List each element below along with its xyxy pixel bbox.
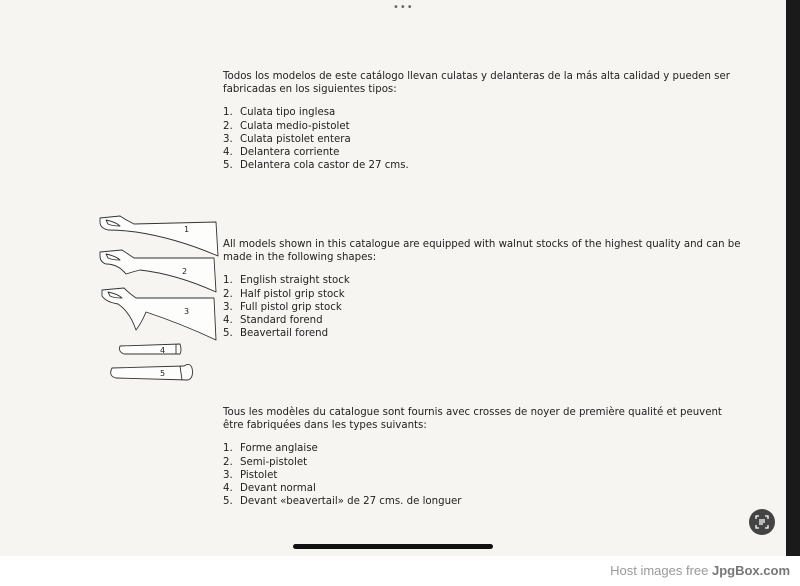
list-item: 3. Pistolet xyxy=(223,469,278,481)
more-options-icon[interactable]: ••• xyxy=(393,2,414,13)
stock-shapes-illustration xyxy=(96,208,226,388)
text-scan-icon xyxy=(755,515,769,529)
standard-forend-drawing xyxy=(120,344,182,354)
footer-credit[interactable]: Host images free JpgBox.com xyxy=(610,563,790,578)
shape-label-3: 3 xyxy=(184,307,190,316)
list-item: 4. Devant normal xyxy=(223,483,316,495)
list-item: 4. Standard forend xyxy=(223,315,323,327)
french-list xyxy=(223,442,743,508)
list-item: 4. Delantera corriente xyxy=(223,147,340,159)
list-item: 2. Culata medio-pistolet xyxy=(223,120,350,132)
english-section xyxy=(223,238,743,340)
spanish-section xyxy=(223,70,743,172)
list-item: 2. Semi-pistolet xyxy=(223,456,308,468)
french-intro: Tous les modèles du catalogue sont fournis avec crosses de noyer de première qualité et peuvent être fabriquées dans les types suivants: xyxy=(223,407,722,432)
list-item: 2. Half pistol grip stock xyxy=(223,288,345,300)
spanish-intro: Todos los modelos de este catálogo llevan culatas y delanteras de la más alta calidad y pueden ser fabricadas en los siguientes tipos: xyxy=(223,71,730,96)
english-list xyxy=(223,274,743,340)
list-item: 5. Delantera cola castor de 27 cms. xyxy=(223,160,409,172)
list-item: 1. Forme anglaise xyxy=(223,443,318,455)
list-item: 3. Culata pistolet entera xyxy=(223,133,351,145)
shape-label-1: 1 xyxy=(184,225,190,234)
shape-label-4: 4 xyxy=(160,346,166,355)
half-pistol-stock-drawing xyxy=(100,250,216,292)
shape-label-2: 2 xyxy=(182,267,188,276)
french-section xyxy=(223,406,743,508)
shape-label-5: 5 xyxy=(160,369,166,378)
list-item: 3. Full pistol grip stock xyxy=(223,301,342,313)
list-item: 1. English straight stock xyxy=(223,275,350,287)
spanish-list xyxy=(223,106,743,172)
list-item: 5. Devant «beavertail» de 27 cms. de longuer xyxy=(223,496,462,508)
text-scan-button[interactable] xyxy=(749,509,775,535)
list-item: 5. Beavertail forend xyxy=(223,328,329,340)
list-item: 1. Culata tipo inglesa xyxy=(223,107,336,119)
english-intro: All models shown in this catalogue are equipped with walnut stocks of the highest quality and can be made in the following shapes: xyxy=(223,239,741,264)
footer-bar xyxy=(0,556,800,586)
home-indicator[interactable] xyxy=(293,544,493,549)
